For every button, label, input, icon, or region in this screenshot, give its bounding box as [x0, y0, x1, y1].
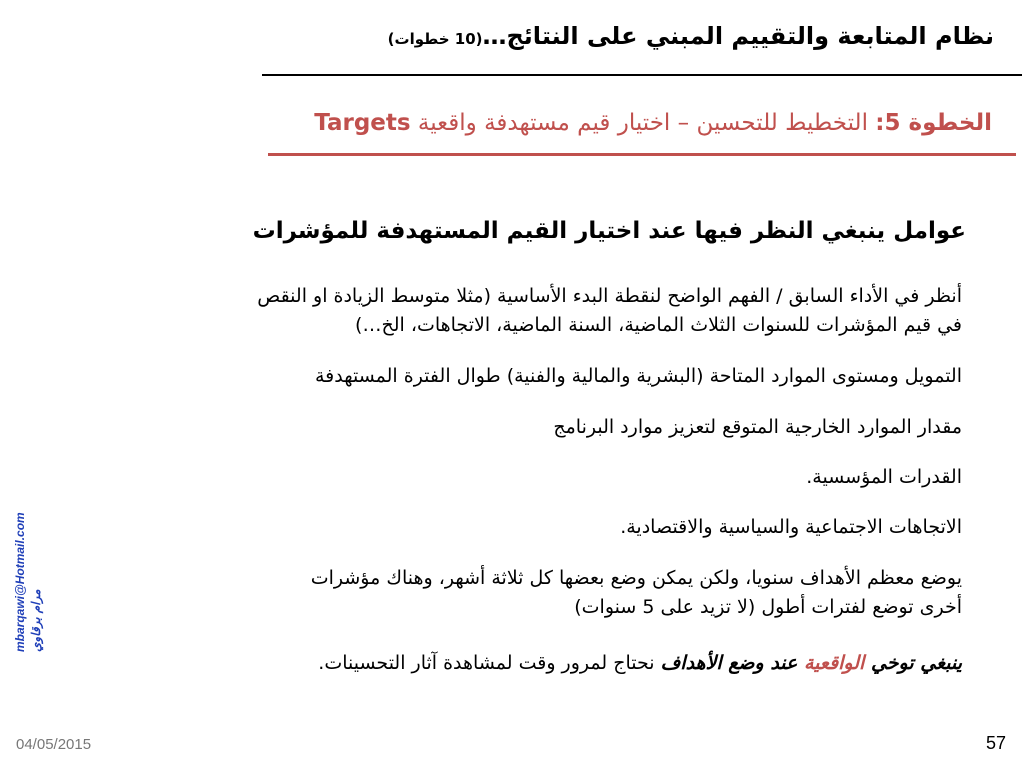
- list-item-line: في قيم المؤشرات للسنوات الثلاث الماضية، السنة الماضية، الاتجاهات، الخ…): [355, 314, 962, 336]
- conclusion-highlight: الواقعية: [803, 652, 865, 674]
- list-item-line: أخرى توضع لفترات أطول (لا تزيد على 5 سنوات): [574, 596, 962, 618]
- step-text: التخطيط للتحسين – اختيار قيم مستهدفة واقعية: [410, 110, 876, 136]
- step-divider: [268, 153, 1016, 156]
- conclusion-lead: ينبغي توخي: [864, 652, 962, 674]
- section-heading: عوامل ينبغي النظر فيها عند اختيار القيم المستهدفة للمؤشرات: [252, 218, 966, 244]
- footer-date: 04/05/2015: [16, 736, 92, 753]
- side-credit: [12, 462, 52, 652]
- slide-title-text: نظام المتابعة والتقييم المبني على النتائج…: [482, 22, 994, 50]
- step-heading: [252, 110, 992, 136]
- list-item: [102, 282, 962, 340]
- page-number: 57: [985, 733, 1006, 753]
- list-item: [102, 513, 962, 542]
- title-divider: [262, 74, 1022, 76]
- list-item-line: مقدار الموارد الخارجية المتوقع لتعزيز موارد البرنامج: [553, 416, 962, 438]
- step-prefix: الخطوة 5:: [875, 110, 992, 136]
- list-item: [102, 463, 962, 492]
- credit-email: mbarqawi@Hotmail.com: [13, 512, 27, 652]
- slide-title-suffix: (10 خطوات): [387, 30, 483, 48]
- list-item-line: الاتجاهات الاجتماعية والسياسية والاقتصادية.: [620, 516, 962, 538]
- slide-title: [274, 22, 994, 50]
- list-item-line: القدرات المؤسسية.: [806, 466, 962, 488]
- list-item-line: التمويل ومستوى الموارد المتاحة (البشرية والمالية والفنية) طوال الفترة المستهدفة: [314, 365, 962, 387]
- list-item-line: أنظر في الأداء السابق / الفهم الواضح لنقطة البدء الأساسية (مثلا متوسط الزيادة او النقص: [257, 285, 962, 307]
- conclusion-rest: نحتاج لمرور وقت لمشاهدة آثار التحسينات.: [318, 652, 661, 674]
- step-english: Targets: [314, 110, 411, 136]
- list-item: [102, 564, 962, 622]
- credit-name: مرام برقاوي: [29, 589, 43, 652]
- conclusion-line: [102, 649, 962, 678]
- list-item: [102, 362, 962, 391]
- list-item-line: يوضع معظم الأهداف سنويا، ولكن يمكن وضع بعضها كل ثلاثة أشهر، وهناك مؤشرات: [310, 567, 962, 589]
- list-item: [102, 413, 962, 442]
- conclusion-emphasis: عند وضع الأهداف: [660, 652, 804, 674]
